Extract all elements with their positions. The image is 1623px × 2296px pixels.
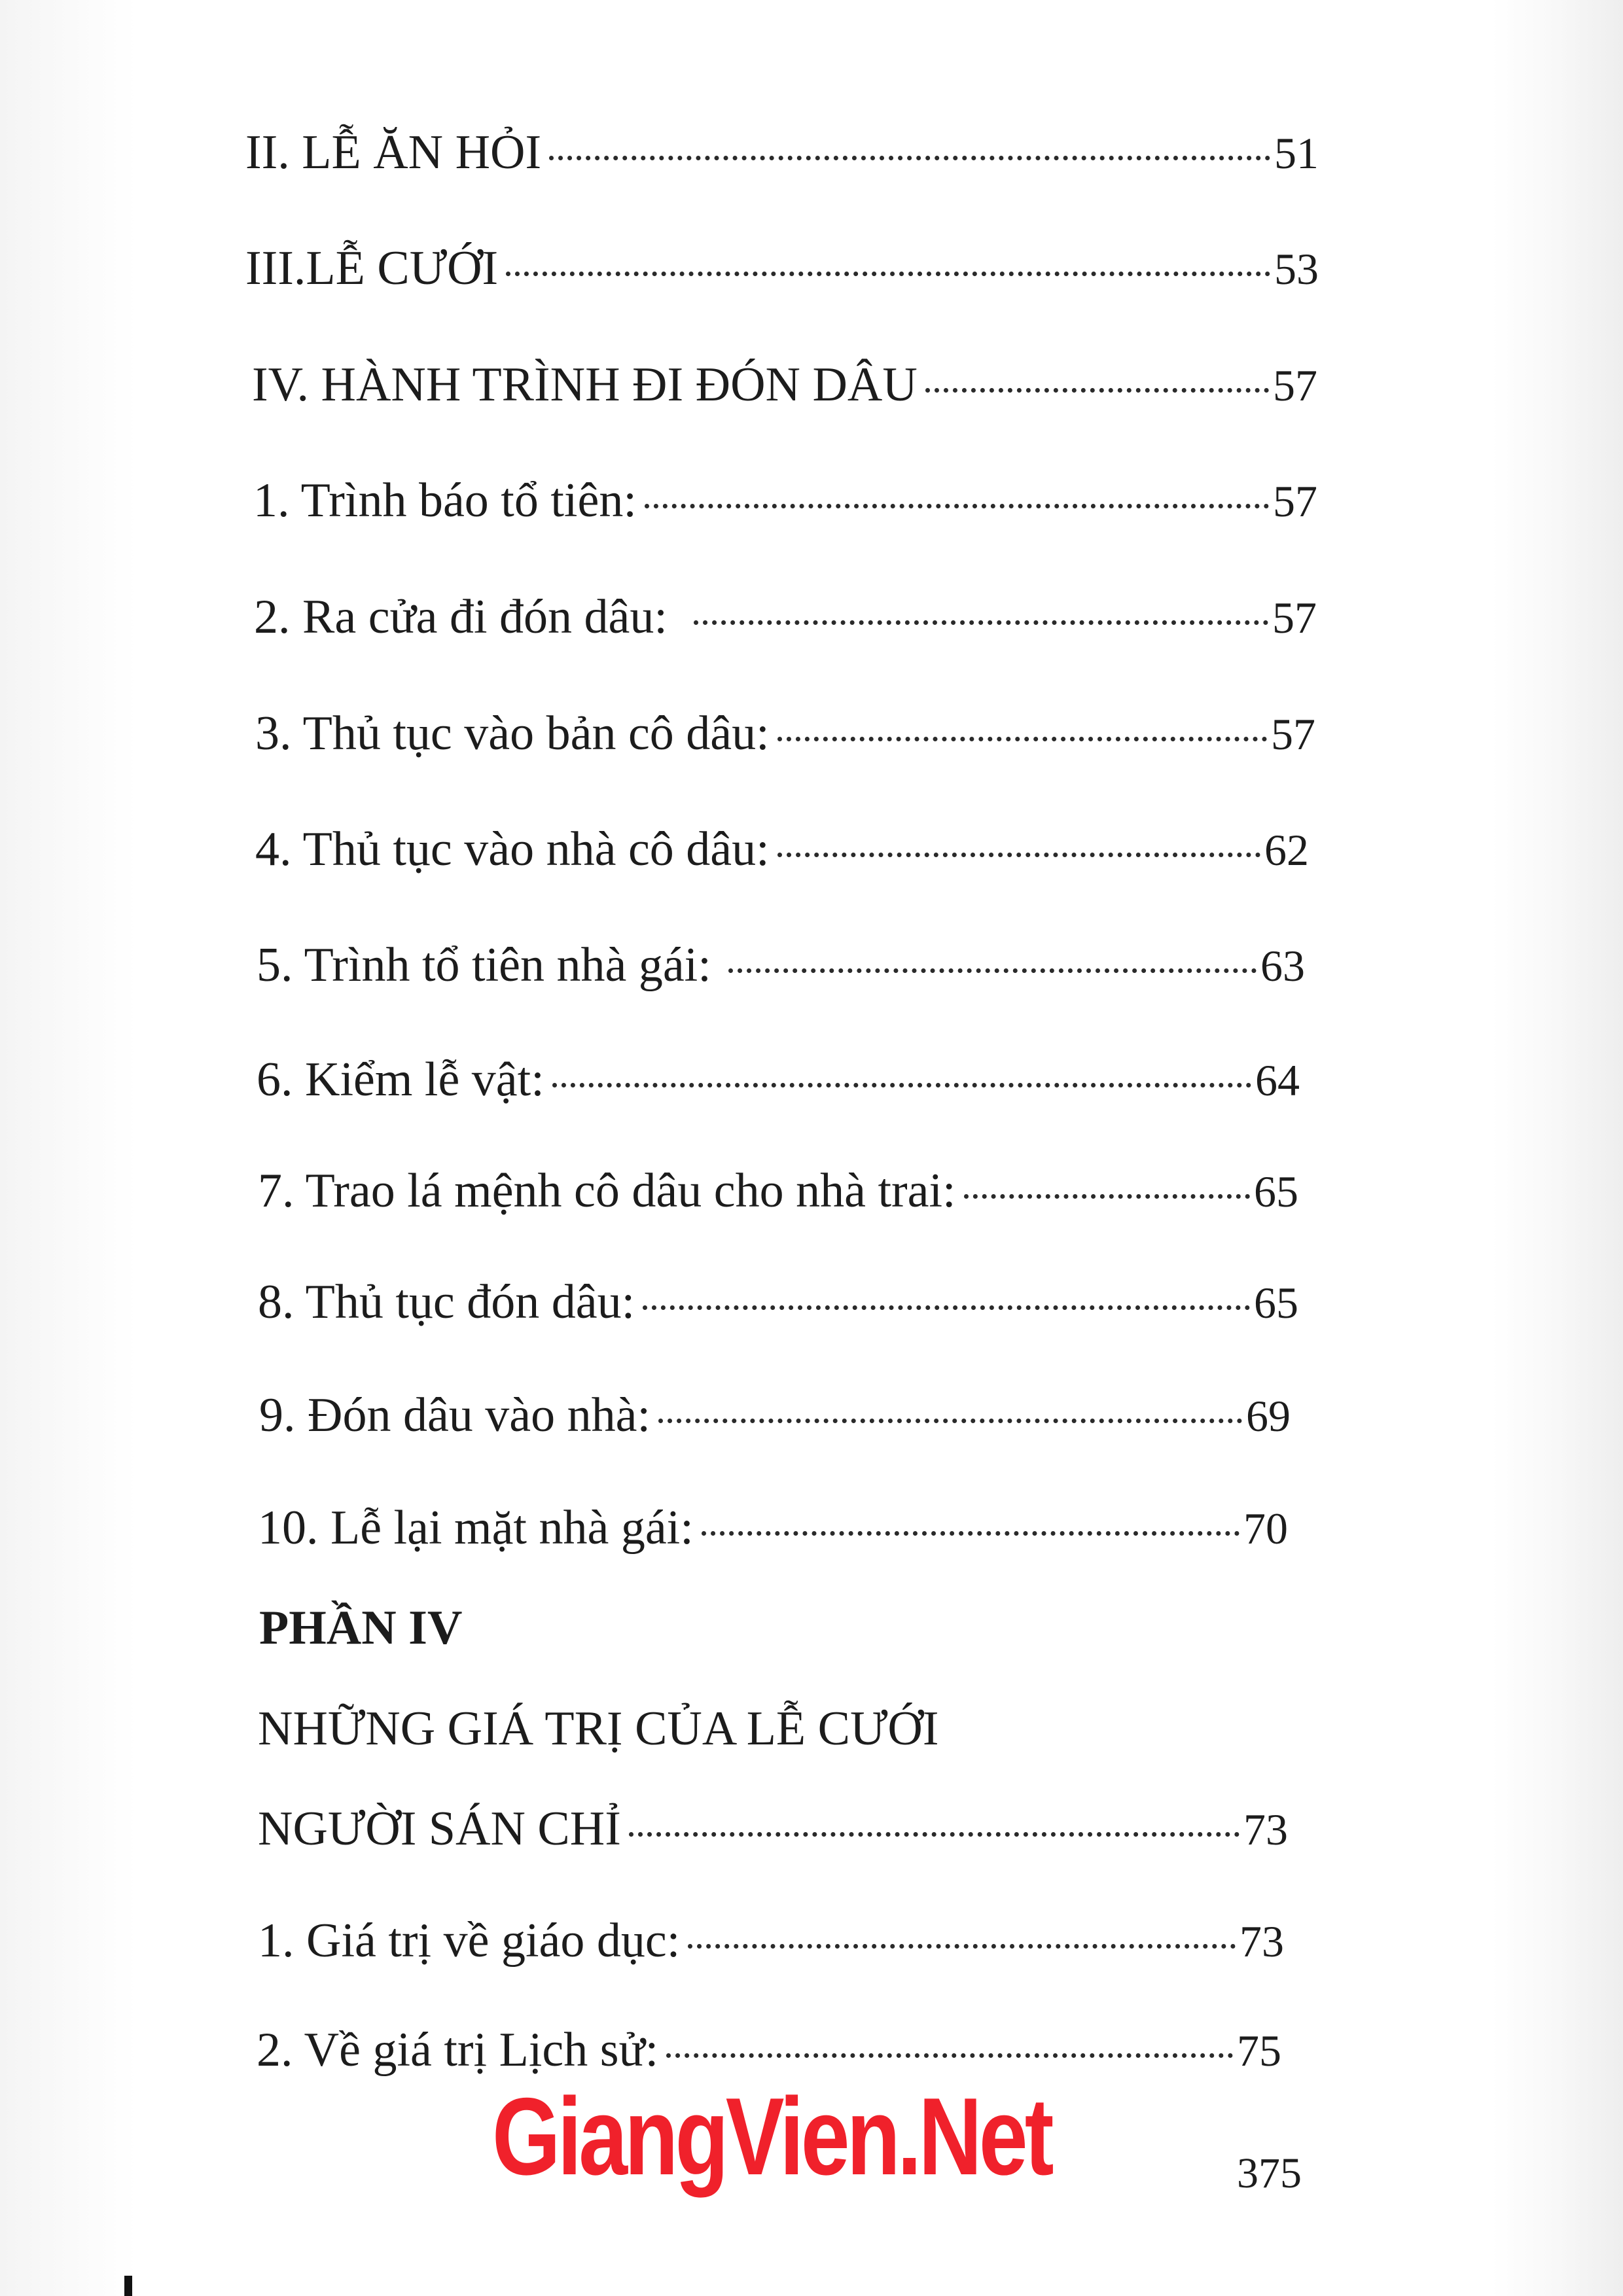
toc-entry-title: NGƯỜI SÁN CHỈ (258, 1802, 621, 1856)
toc-entry-page: 65 (1254, 1167, 1298, 1216)
dot-leader (643, 1305, 1250, 1310)
toc-entry-page: 73 (1240, 1916, 1284, 1966)
toc-entry-page: 57 (1273, 476, 1317, 526)
toc-entry (257, 1044, 1300, 1116)
toc-entry-page: 69 (1246, 1391, 1291, 1441)
toc-entry-page: 70 (1243, 1504, 1288, 1553)
toc-entry-page: 64 (1255, 1055, 1300, 1105)
dot-leader (925, 388, 1269, 393)
page-number: 375 (1237, 2149, 1302, 2197)
toc-entry-title: 8. Thủ tục đón dâu: (258, 1275, 635, 1329)
toc-entry-title: 10. Lễ lại mặt nhà gái: (258, 1501, 694, 1555)
dot-leader (728, 968, 1257, 973)
toc-entry (258, 1266, 1298, 1338)
toc-entry-page: 62 (1264, 825, 1309, 875)
toc-entry-page: 51 (1274, 128, 1319, 178)
toc-entry-page: 73 (1243, 1805, 1288, 1854)
dot-leader (629, 1832, 1240, 1837)
toc-entry-title: IV. HÀNH TRÌNH ĐI ĐÓN DÂU (252, 358, 918, 412)
toc-entry-title: 7. Trao lá mệnh cô dâu cho nhà trai: (258, 1164, 956, 1218)
toc-entry-title: 5. Trình tổ tiên nhà gái: (257, 938, 711, 992)
toc-entry-title: 4. Thủ tục vào nhà cô dâu: (255, 822, 770, 876)
toc-entry-title: 1. Trình báo tổ tiên: (253, 474, 637, 527)
toc-entry-page: 57 (1273, 361, 1317, 410)
dot-leader (666, 2053, 1233, 2058)
toc-entry-page: 65 (1254, 1278, 1298, 1328)
toc-entry-title: 6. Kiểm lễ vật: (257, 1053, 544, 1106)
part-title: NHỮNG GIÁ TRỊ CỦA LỄ CƯỚI (258, 1702, 939, 1756)
toc-entry-page: 75 (1237, 2026, 1281, 2075)
toc-entry-title: 3. Thủ tục vào bản cô dâu: (255, 707, 770, 760)
toc-entry (258, 1155, 1298, 1227)
toc-entry-title: 9. Đón dâu vào nhà: (259, 1388, 651, 1442)
dot-leader (552, 1083, 1251, 1087)
toc-entry-page: 63 (1260, 941, 1305, 991)
toc-entry (259, 1379, 1291, 1451)
dot-leader (702, 1531, 1240, 1536)
dot-leader (964, 1194, 1250, 1199)
toc-entry-title: II. LỄ ĂN HỎI (245, 126, 542, 179)
toc-entry-page: 53 (1274, 244, 1319, 294)
dot-leader (694, 620, 1268, 625)
toc-entry (257, 929, 1305, 1001)
toc-entry-page: 57 (1272, 593, 1317, 643)
toc-entry (258, 1793, 1288, 1865)
dot-leader (658, 1419, 1242, 1423)
toc-entry-title: III.LỄ CƯỚI (245, 241, 499, 295)
toc-entry (255, 813, 1309, 885)
toc-entry (253, 465, 1317, 537)
part-heading: PHẦN IV (259, 1601, 463, 1655)
dot-leader (645, 504, 1269, 508)
dot-leader (506, 272, 1270, 276)
site-watermark: GiangVien.Net (492, 2075, 1051, 2198)
toc-entry (245, 116, 1319, 188)
toc-entry (255, 698, 1315, 769)
toc-entry-title: 2. Ra cửa đi đón dâu: (254, 590, 668, 644)
dot-leader (777, 853, 1260, 857)
toc-entry-title: 1. Giá trị về giáo dục: (258, 1914, 681, 1968)
toc-entry (252, 349, 1317, 421)
dot-leader (688, 1944, 1236, 1949)
toc-entry-page: 57 (1271, 709, 1315, 759)
dot-leader (777, 737, 1267, 741)
toc-entry (254, 581, 1317, 653)
toc-entry (258, 1492, 1288, 1564)
dot-leader (549, 156, 1270, 160)
toc-entry (258, 1905, 1284, 1977)
toc-entry-title: 2. Về giá trị Lịch sử: (257, 2023, 659, 2077)
toc-entry (245, 232, 1319, 304)
